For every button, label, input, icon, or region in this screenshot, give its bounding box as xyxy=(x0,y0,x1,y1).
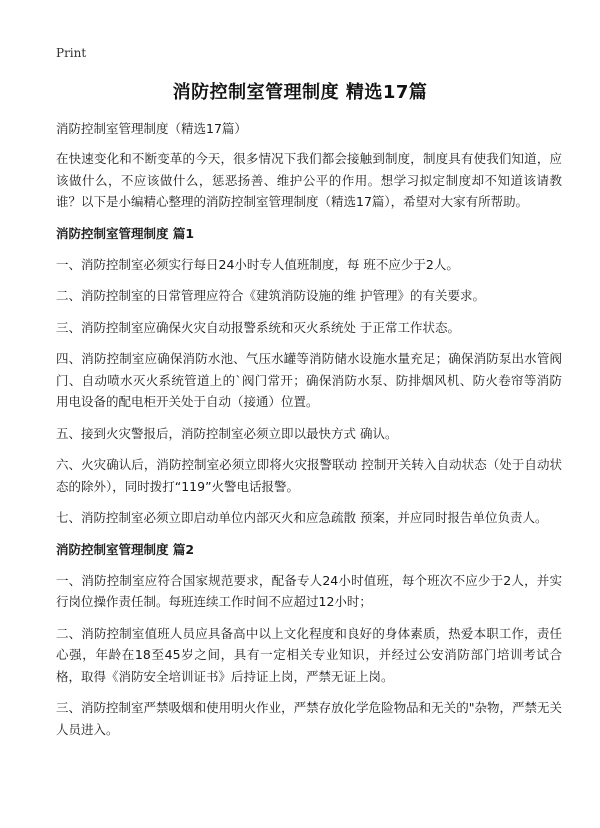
document-subtitle: 消防控制室管理制度（精选17篇） xyxy=(56,121,247,136)
section-2-paragraph: 三、消防控制室严禁吸烟和使用明火作业，严禁存放化学危险物品和无关的"杂物，严禁无关人员进入。 xyxy=(56,700,562,737)
section-1-paragraph: 七、消防控制室必须立即启动单位内部灭火和应急疏散 预案，并应同时报告单位负责人。 xyxy=(56,510,548,525)
section-1-paragraph: 三、消防控制室应确保火灾自动报警系统和灭火系统处 于正常工作状态。 xyxy=(56,319,460,335)
print-label[interactable]: Print xyxy=(56,46,87,60)
section-1-paragraph: 五、接到火灾警报后，消防控制室必须立即以最快方式 确认。 xyxy=(56,425,398,441)
document-body xyxy=(56,118,562,750)
section-1-paragraph: 二、消防控制室的日常管理应符合《建筑消防设施的维 护管理》的有关要求。 xyxy=(56,288,485,303)
section-1-paragraph: 六、火灾确认后，消防控制室必须立即将火灾报警联动 控制开关转入自动状态（处于自动状态的除外），同时拨打“119”火警电话报警。 xyxy=(56,457,562,494)
section-2-paragraph: 一、消防控制室应符合国家规范要求，配备专人24小时值班，每个班次不应少于2人，并实行岗位操作责任制。每班连续工作时间不应超过12小时； xyxy=(56,572,562,609)
section-1-paragraph: 一、消防控制室必须实行每日24小时专人值班制度，每 班不应少于2人。 xyxy=(56,256,459,272)
section-2-paragraph: 二、消防控制室值班人员应具备高中以上文化程度和良好的身体素质，热爱本职工作，责任心强，年龄在18至45岁之间，具有一定相关专业知识，并经过公安消防部门培训考试合格，取得《消防安全培训证书》后持证上岗，严禁无证上岗。 xyxy=(56,625,562,684)
intro-paragraph: 在快速变化和不断变革的今天，很多情况下我们都会接触到制度，制度具有使我们知道，应该做什么，不应该做什么，惩恶扬善、维护公平的作用。想学习拟定制度却不知道该请教谁？以下是小编精心整理的消防控制室管理制度（精选17篇），希望对大家有所帮助。 xyxy=(56,151,562,209)
section-heading-1: 消防控制室管理制度 篇1 xyxy=(56,225,195,241)
section-1-paragraph: 四、消防控制室应确保消防水池、气压水罐等消防储水设施水量充足；确保消防泵出水管阀门、自动喷水灭火系统管道上的`阀门常开；确保消防水泵、防排烟风机、防火卷帘等消防用电设备的配电柜开关处于自动（接通）位置。 xyxy=(56,351,562,409)
section-heading-2: 消防控制室管理制度 篇2 xyxy=(56,541,195,557)
document-title: 消防控制室管理制度 精选17篇 xyxy=(172,82,428,103)
